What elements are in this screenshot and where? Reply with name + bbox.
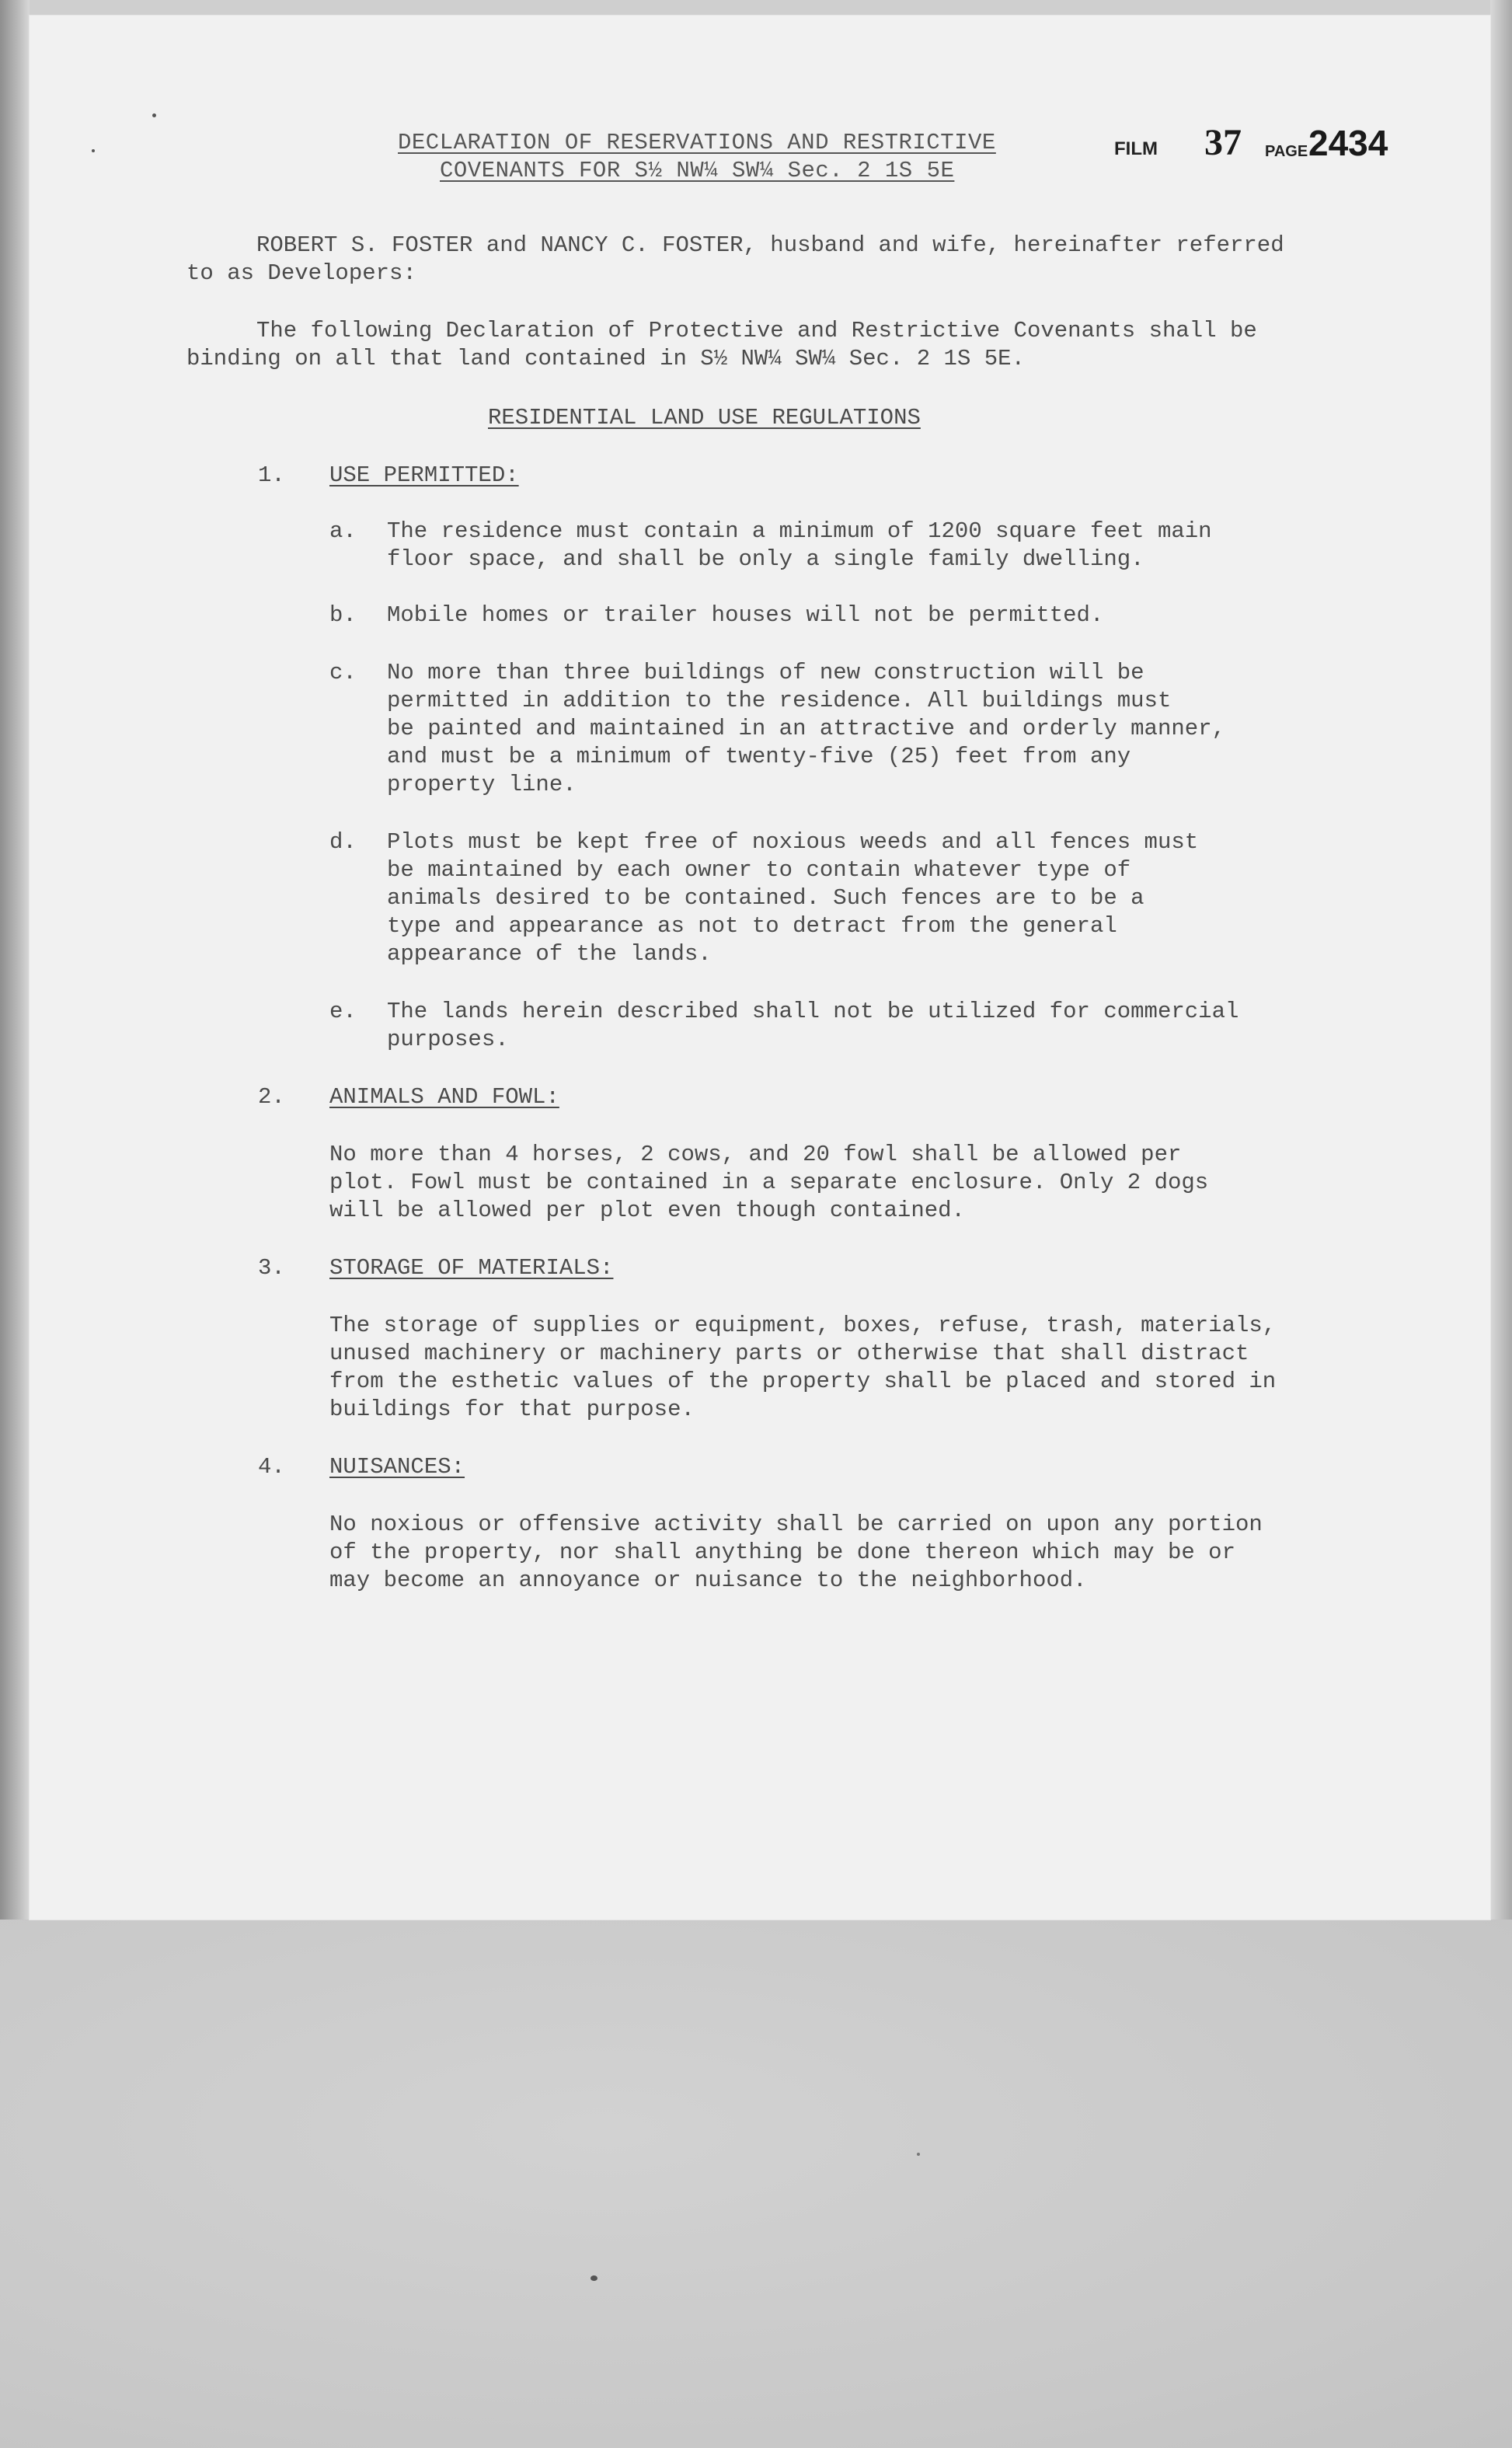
item-line: appearance of the lands. [387,941,712,967]
intro-line: binding on all that land contained in S½ NW¼ SW¼ Sec. 2 1S 5E. [186,346,1025,371]
section-heading-animals-and-fowl: ANIMALS AND FOWL: [329,1084,559,1110]
item-line: be maintained by each owner to contain whatever type of [387,857,1131,883]
section-heading-use-permitted: USE PERMITTED: [329,462,519,488]
section-number: 3. [258,1255,285,1281]
section-line: may become an annoyance or nuisance to the neighborhood. [329,1567,1087,1593]
intro-line: ROBERT S. FOSTER and NANCY C. FOSTER, husband and wife, hereinafter referred [256,232,1284,258]
item-line: floor space, and shall be only a single family dwelling. [387,546,1144,572]
page-label: PAGE [1265,143,1308,160]
section-line: plot. Fowl must be contained in a separate enclosure. Only 2 dogs [329,1170,1209,1195]
document-page [30,16,1490,1920]
item-letter: d. [329,829,357,855]
page-number: 2434 [1308,123,1388,163]
section-line: No more than 4 horses, 2 cows, and 20 fowl shall be allowed per [329,1142,1182,1167]
item-line: be painted and maintained in an attractive and orderly manner, [387,716,1225,741]
dust-speck [591,2275,597,2281]
item-line: property line. [387,772,577,797]
section-number: 4. [258,1454,285,1480]
item-line: permitted in addition to the residence. All buildings must [387,688,1172,713]
section-heading: RESIDENTIAL LAND USE REGULATIONS [488,405,921,431]
scan-left-edge [0,0,30,1920]
dust-speck [92,149,95,152]
section-line: will be allowed per plot even though contained. [329,1198,965,1223]
item-line: purposes. [387,1027,509,1052]
document-title-line2: COVENANTS FOR S½ NW¼ SW¼ Sec. 2 1S 5E [440,158,955,183]
section-line: from the esthetic values of the property shall be placed and stored in [329,1369,1277,1394]
section-number: 1. [258,462,285,488]
dust-speck [152,113,156,117]
section-line: The storage of supplies or equipment, boxes, refuse, trash, materials, [329,1313,1277,1338]
item-line: No more than three buildings of new construction will be [387,660,1144,685]
scan-top-edge [0,0,1512,17]
item-line: The residence must contain a minimum of 1200 square feet main [387,518,1212,544]
film-number: 37 [1204,122,1242,163]
section-line: buildings for that purpose. [329,1397,695,1422]
item-line: and must be a minimum of twenty-five (25) feet from any [387,744,1131,769]
item-line: animals desired to be contained. Such fences are to be a [387,885,1144,911]
scan-background [0,1920,1512,2448]
intro-line: The following Declaration of Protective and Restrictive Covenants shall be [256,318,1257,343]
item-line: The lands herein described shall not be utilized for commercial [387,999,1239,1024]
item-letter: c. [329,660,357,685]
section-heading-storage-of-materials: STORAGE OF MATERIALS: [329,1255,614,1281]
item-line: Mobile homes or trailer houses will not be permitted. [387,602,1104,628]
document-title-line1: DECLARATION OF RESERVATIONS AND RESTRICTIVE [398,130,996,155]
intro-line: to as Developers: [186,260,416,286]
item-letter: b. [329,602,357,628]
section-line: of the property, nor shall anything be done thereon which may be or [329,1540,1235,1565]
section-number: 2. [258,1084,285,1110]
item-line: Plots must be kept free of noxious weeds and all fences must [387,829,1199,855]
section-heading-nuisances: NUISANCES: [329,1454,465,1480]
item-letter: a. [329,518,357,544]
film-label: FILM [1114,138,1158,159]
item-line: type and appearance as not to detract from the general [387,913,1117,939]
scan-right-edge [1490,0,1512,1920]
dust-speck [917,2153,920,2156]
section-line: unused machinery or machinery parts or otherwise that shall distract [329,1341,1249,1366]
item-letter: e. [329,999,357,1024]
section-line: No noxious or offensive activity shall be carried on upon any portion [329,1512,1263,1537]
